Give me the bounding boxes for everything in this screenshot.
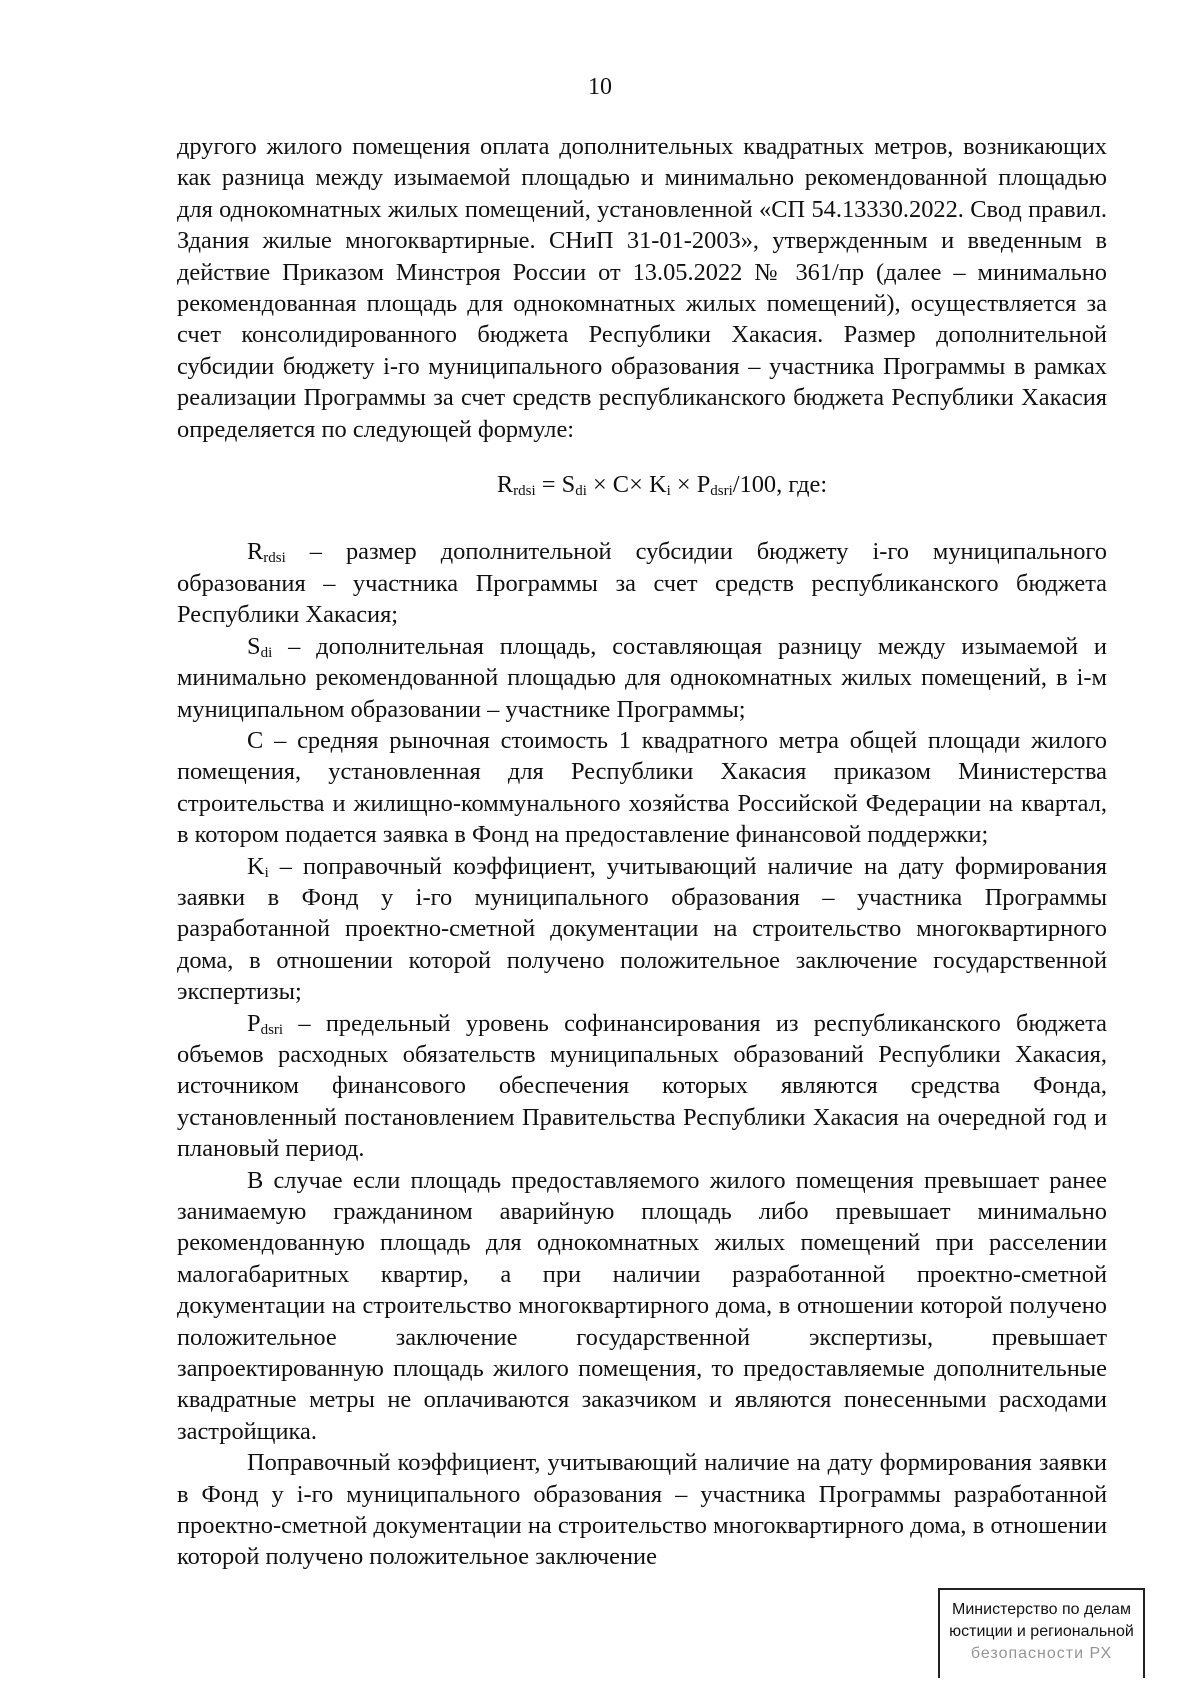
definition-r <box>177 536 1107 630</box>
page-number: 10 <box>588 74 612 100</box>
formula-k-sub: i <box>666 483 671 500</box>
formula-s: S <box>561 471 576 499</box>
definition-p <box>177 1008 1107 1165</box>
def-p-symbol: P <box>247 1009 261 1037</box>
formula <box>177 469 1107 500</box>
formula-eq: = <box>535 471 562 499</box>
def-r-symbol: R <box>247 538 264 566</box>
definition-k <box>177 851 1107 1008</box>
formula-p: P <box>696 471 711 499</box>
formula-k: K <box>648 471 667 499</box>
stamp-line-2: юстиции и региональной <box>949 1623 1134 1640</box>
formula-mid: × C× <box>586 471 649 499</box>
def-s-symbol: S <box>247 632 261 660</box>
paragraph-case: В случае если площадь предоставляемого жилого помещения превышает ранее занимаемую гражданином аварийную площадь либо превышает минимально рекомендованную площадь для однокомнатных жилых помещений при расселении малогабаритных квартир, а при наличии разработанной проектно-сметной документации на строительство многоквартирного дома, в отношении которой получено положительное заключение государственной экспертизы, превышает запроектированную площадь жилого помещения, то предоставляемые дополнительные квадратные метры не оплачиваются заказчиком и являются понесенными расходами застройщика. <box>177 1166 1107 1445</box>
definition-s <box>177 631 1107 725</box>
def-p-text: – предельный уровень софинансирования из республиканского бюджета объемов расходных обязательств муниципальных образований Республики Хакасия, источником финансового обеспечения которых являются средства Фонда, установленный постановлением Правительства Республики Хакасия на очередной год и плановый период. <box>177 1009 1107 1163</box>
def-p-sub: dsri <box>260 1021 284 1038</box>
formula-p-sub: dsri <box>710 483 733 500</box>
def-s-sub: di <box>260 644 273 661</box>
formula-r: R <box>496 471 514 499</box>
def-k-sub: i <box>264 864 269 881</box>
paragraph-coefficient: Поправочный коэффициент, учитывающий наличие на дату формирования заявки в Фонд у i-го муниципального образования – участника Программы разработанной проектно-сметной документации на строительство многоквартирного дома, в отношении которой получено положительное заключение <box>177 1449 1107 1571</box>
def-k-symbol: K <box>247 852 265 880</box>
def-r-sub: rdsi <box>263 550 286 567</box>
formula-s-sub: di <box>575 483 587 500</box>
stamp-line-1: Министерство по делам <box>952 1601 1131 1618</box>
formula-times: × <box>670 471 697 499</box>
def-k-text: – поправочный коэффициент, учитывающий наличие на дату формирования заявки в Фонд у i-го муниципального образования – участника Программы разработанной проектно-сметной документации на строительство многоквартирного дома, в отношении которой получено положительное заключение государственной экспертизы; <box>177 852 1107 1006</box>
def-r-text: – размер дополнительной субсидии бюджету i-го муниципального образования – участника Программы за счет средств республиканского бюджета Республики Хакасия; <box>177 538 1107 629</box>
definition-c: С – средняя рыночная стоимость 1 квадратного метра общей площади жилого помещения, установленная для Республики Хакасия приказом Министерства строительства и жилищно-коммунального хозяйства Российской Федерации на квартал, в котором подается заявка в Фонд на предоставление финансовой поддержки; <box>177 726 1107 849</box>
stamp-line-3: безопасности РХ <box>970 1645 1113 1662</box>
formula-r-sub: rdsi <box>513 483 536 500</box>
paragraph-intro: другого жилого помещения оплата дополнительных квадратных метров, возникающих как разница между изымаемой площадью и минимально рекомендованной площадью для однокомнатных жилых помещений, установленной «СП 54.13330.2022. Свод правил. Здания жилые многоквартирные. СНиП 31-01-2003», утвержденным и введенным в действие Приказом Минстроя России от 13.05.2022 № 361/пр (далее – минимально рекомендованная площадь для однокомнатных жилых помещений), осуществляется за счет консолидированного бюджета Республики Хакасия. Размер дополнительной субсидии бюджету i-го муниципального образования – участника Программы в рамках реализации Программы за счет средств республиканского бюджета Республики Хакасия определяется по следующей формуле: <box>177 133 1107 443</box>
formula-tail: /100, где: <box>732 471 828 499</box>
ministry-stamp <box>938 1588 1145 1678</box>
document-body <box>177 131 1107 1573</box>
def-s-text: – дополнительная площадь, составляющая разницу между изымаемой и минимально рекомендованной площадью для однокомнатных жилых помещений, в i-м муниципальном образовании – участнике Программы; <box>177 632 1107 723</box>
